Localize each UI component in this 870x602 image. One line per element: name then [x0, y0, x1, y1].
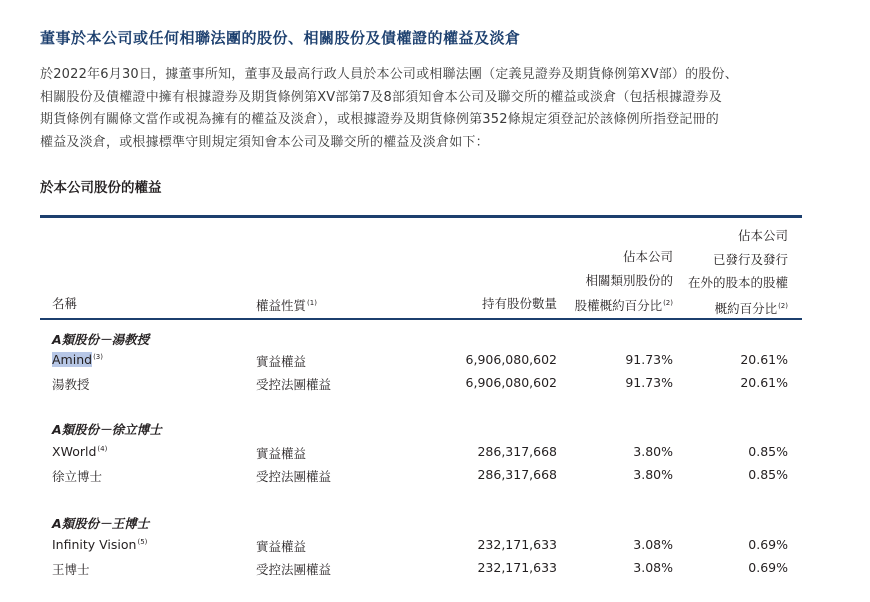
table-row-pct-total: 0.69% [748, 560, 788, 575]
table-row-name: Infinity Vision$^{(5)}$ [52, 537, 148, 552]
group-label: A類股份－湯教授 [52, 332, 150, 347]
table-row-shares: 286,317,668 [477, 444, 557, 459]
footnote-ref: (2) [778, 301, 788, 310]
table-row-pct-class: 3.80% [633, 467, 673, 482]
table-row-nature: 實益權益 [256, 354, 307, 369]
table-row-pct-total: 20.61% [740, 352, 788, 367]
header-pct-class: 佔本公司 相關類別股份的 股權概約百分比$^{(2)}$ [574, 249, 673, 313]
table-row-name: 徐立博士 [52, 469, 103, 484]
paragraph-line: 期貨條例有關條文當作或視為擁有的權益及淡倉），或根據證券及期貨條例第352條規定須登記於該條例所指登記冊的 [40, 112, 719, 127]
table-row-shares: 6,906,080,602 [465, 375, 557, 390]
table-row-nature: 實益權益 [256, 446, 307, 461]
intro-paragraph [40, 64, 830, 154]
table-row-name: 王博士 [52, 562, 90, 577]
footnote-ref: (1) [307, 299, 317, 307]
table-row-pct-class: 91.73% [625, 375, 673, 390]
group-label: A類股份－王博士 [52, 516, 150, 531]
table-row-pct-class: 3.08% [633, 537, 673, 552]
page-title: 董事於本公司或任何相聯法團的股份、相關股份及債權證的權益及淡倉 [40, 29, 521, 47]
footnote-ref: (5) [137, 538, 148, 546]
footnote-ref: (3) [93, 353, 103, 361]
header-name: 名稱 [52, 296, 78, 311]
paragraph-line: 權益及淡倉，或根據標準守則規定須知會本公司及聯交所的權益及淡倉如下： [40, 134, 489, 150]
table-row-pct-class: 91.73% [625, 352, 673, 367]
header-nature: 權益性質$^{(1)}$ [256, 298, 317, 313]
table-row-nature: 受控法團權益 [256, 469, 332, 484]
header-pct-total: 佔本公司 已發行及發行 在外的股本的股權 概約百分比$^{(2)}$ [687, 228, 788, 316]
table-row-name: Amind$^{(3)}$ [52, 352, 103, 367]
table-row-shares: 232,171,633 [477, 560, 557, 575]
table-row-pct-class: 3.08% [633, 560, 673, 575]
footnote-ref: (4) [97, 445, 108, 453]
table-header-rule [40, 318, 802, 320]
paragraph-line: 相關股份及債權證中擁有根據證券及期貨條例第XV部第7及8部須知會本公司及聯交所的權益或淡倉（包括根據證券及 [40, 89, 722, 105]
table-row-nature: 受控法團權益 [256, 377, 332, 392]
table-row-shares: 232,171,633 [477, 537, 557, 552]
table-row-pct-class: 3.80% [633, 444, 673, 459]
header-shares: 持有股份數量 [481, 296, 557, 311]
paragraph-line: 於2022年6月30日，據董事所知，董事及最高行政人員於本公司或相聯法團（定義見證券及期貨條例第XV部）的股份、 [40, 67, 738, 82]
table-row-pct-total: 20.61% [740, 375, 788, 390]
footnote-ref: (2) [663, 299, 673, 307]
table-row-name: 湯教授 [52, 377, 90, 392]
group-label: A類股份－徐立博士 [52, 422, 162, 437]
table-row-nature: 受控法團權益 [256, 562, 332, 577]
table-row-pct-total: 0.85% [748, 444, 788, 459]
table-row-pct-total: 0.69% [748, 537, 788, 552]
table-row-nature: 實益權益 [256, 539, 307, 554]
table-row-shares: 286,317,668 [477, 467, 557, 482]
section-title: 於本公司股份的權益 [40, 180, 162, 196]
table-row-pct-total: 0.85% [748, 467, 788, 482]
table-top-rule [40, 215, 802, 218]
table-row-name: XWorld$^{(4)}$ [52, 444, 108, 459]
table-row-shares: 6,906,080,602 [465, 352, 557, 367]
